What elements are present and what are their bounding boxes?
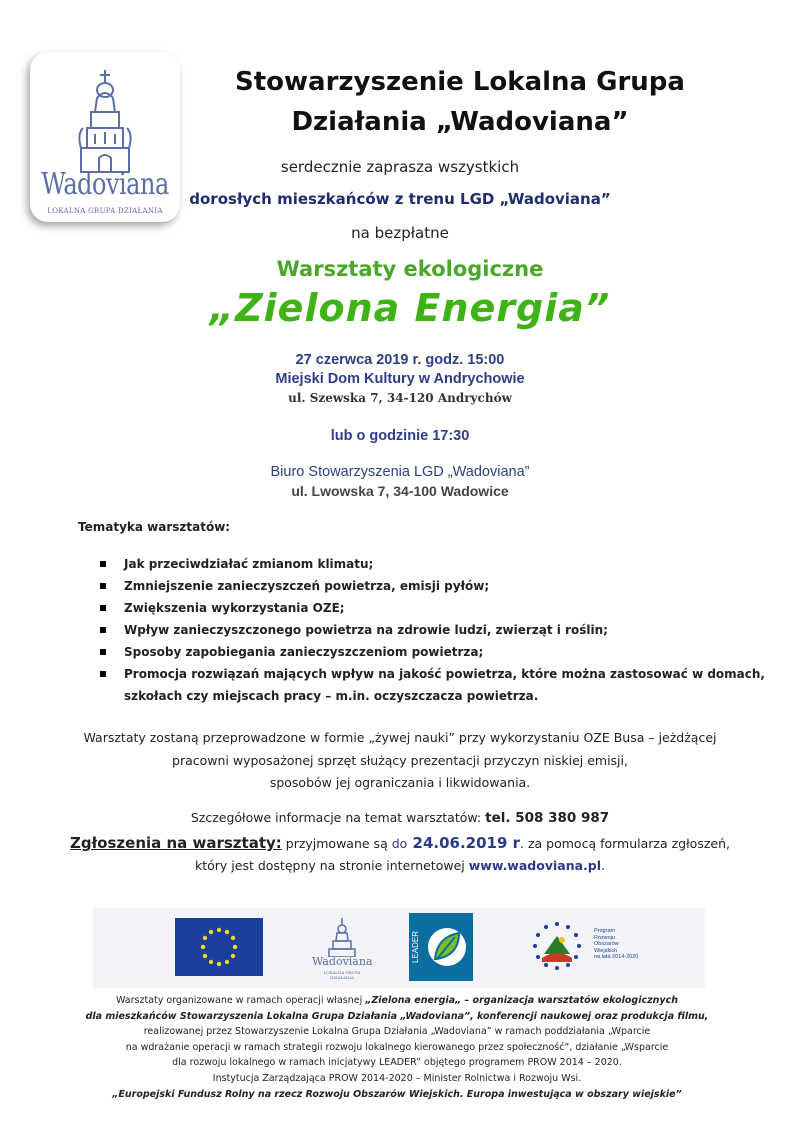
bullet-icon — [100, 671, 106, 677]
topic-text: Sposoby zapobiegania zanieczyszczeniom powietrza; — [124, 645, 484, 659]
event-address-1: ul. Szewska 7, 34-120 Andrychów — [288, 391, 512, 405]
eu-stars-icon — [175, 918, 263, 976]
leader-label: LEADER — [411, 931, 420, 964]
bullet-icon — [100, 627, 106, 633]
topic-text: Zmniejszenie zanieczyszczeń powietrza, emisji pyłów; — [124, 579, 490, 593]
prow-text-line: na lata 2014-2020 — [594, 954, 639, 960]
list-item — [100, 641, 780, 663]
event-datetime: 27 czerwca 2019 r. godz. 15:00 — [295, 352, 505, 368]
footer-line-5: dla rozwoju lokalnego w ramach inicjatywy LEADER” objętego programem PROW 2014 – 2020. — [172, 1057, 622, 1069]
prow-logo — [522, 918, 662, 978]
footer-line-7: „Europejski Fundusz Rolny na rzecz Rozwoju Obszarów Wiejskich. Europa inwestująca w obszary wiejskie” — [112, 1088, 682, 1100]
website-text: który jest dostępny na stronie internetowej — [194, 858, 469, 873]
description-line-2: pracowni wyposażonej sprzęt służący prezentacji przyczyn niskiej emisji, — [172, 752, 628, 768]
workshop-name: „Zielona Energia” — [209, 286, 611, 330]
logo-subtitle: LOKALNA GRUPA DZIAŁANIA — [47, 207, 163, 215]
bullet-icon — [100, 561, 106, 567]
bullet-icon — [100, 605, 106, 611]
invite-line-1: serdecznie zaprasza wszystkich — [280, 158, 520, 176]
logo-wordmark: Wadoviana — [41, 166, 169, 202]
prow-text — [594, 928, 664, 961]
registration-text-2: . za pomocą formularza zgłoszeń, — [520, 836, 730, 851]
tower-small-icon — [312, 917, 372, 957]
description-line-3: sposobów jej ograniczania i likwidowania. — [269, 775, 531, 790]
leader-logo — [409, 913, 473, 981]
topic-text: Wpływ zanieczyszczonego powietrza na zdrowie ludzi, zwierząt i roślin; — [124, 623, 608, 637]
registration-deadline: 24.06.2019 r — [407, 834, 521, 852]
invite-line-2: dorosłych mieszkańców z trenu LGD „Wadoviana” — [189, 190, 611, 208]
page-title — [190, 62, 730, 142]
prow-emblem-icon — [522, 918, 592, 978]
event-address-2: ul. Lwowska 7, 34-100 Wadowice — [291, 483, 509, 499]
event-venue-1: Miejski Dom Kultury w Andrychowie — [275, 371, 525, 387]
organization-logo — [30, 52, 180, 222]
leaf-icon — [423, 921, 471, 973]
contact-info — [60, 810, 740, 826]
topic-text: Zwiększenia wykorzystania OZE; — [124, 601, 345, 615]
wadoviana-small-subtitle: LOKALNA GRUPA DZIAŁANIA — [323, 970, 361, 980]
list-item — [100, 575, 780, 597]
registration-text-1: przyjmowane są — [281, 836, 392, 851]
prow-text-line: Obszarów — [594, 941, 619, 947]
eu-flag-icon — [175, 918, 263, 976]
bullet-icon — [100, 583, 106, 589]
list-item — [100, 619, 780, 641]
topics-list — [100, 553, 780, 707]
list-item — [100, 597, 780, 619]
registration-label: Zgłoszenia na warsztaty — [70, 834, 276, 852]
list-item — [100, 663, 780, 685]
title-line-2: Działania „Wadoviana” — [291, 107, 629, 137]
prow-text-line: Program — [594, 928, 616, 934]
topic-text: Promocja rozwiązań mających wpływ na jakość powietrza, które można zastosować w domach, — [124, 667, 765, 681]
footer-line-6: Instytucja Zarządzająca PROW 2014-2020 – Minister Rolnictwa i Rozwoju Wsi. — [212, 1072, 582, 1084]
footer-text — [50, 993, 744, 1102]
registration-info — [60, 834, 740, 852]
website-link[interactable]: www.wadoviana.pl — [468, 858, 602, 873]
footer-line-1a: Warsztaty organizowane w ramach operacji własnej — [116, 995, 366, 1006]
description-line-1: Warsztaty zostaną przeprowadzone w formie „żywej nauki” przy wykorzystaniu OZE Busa – jeżdżącej — [83, 730, 717, 745]
invite-line-3: na bezpłatne — [351, 224, 449, 242]
event-alt-time: lub o godzinie 17:30 — [330, 428, 470, 444]
phone-number[interactable]: tel. 508 380 987 — [485, 810, 610, 826]
list-item — [100, 553, 780, 575]
workshop-title: Warsztaty ekologiczne — [276, 257, 544, 281]
registration-colon: : — [275, 834, 282, 852]
topics-heading: Tematyka warsztatów: — [78, 520, 231, 534]
wadoviana-small-logo — [312, 917, 372, 979]
registration-do: do — [391, 836, 408, 851]
tower-icon — [75, 68, 135, 173]
footer-operation-name: „Zielona energia„ – organizacja warsztatów ekologicznych — [365, 995, 678, 1006]
prow-text-line: Wiejskich — [594, 947, 618, 954]
footer-line-2: dla mieszkańców Stowarzyszenia Lokalna Grupa Działania „Wadoviana”, konferencji naukowej oraz produkcja filmu, — [85, 1010, 709, 1022]
list-item-continuation — [100, 685, 780, 707]
wadoviana-small-wordmark: Wadoviana — [312, 955, 373, 968]
description-paragraph — [60, 727, 740, 795]
footer-line-1 — [50, 993, 744, 1009]
info-text: Szczegółowe informacje na temat warsztatów: — [190, 810, 482, 825]
topic-text: szkołach czy miejscach pracy – m.in. oczyszczacza powietrza. — [124, 689, 539, 703]
title-line-1: Stowarzyszenie Lokalna Grupa — [235, 67, 685, 97]
footer-line-4: na wdrażanie operacji w ramach strategii rozwoju lokalnego kierowanego przez społeczność”, działanie „Wsparcie — [125, 1041, 669, 1053]
footer-line-3: realizowanej przez Stowarzyszenie Lokalna Grupa Działania „Wadoviana” w ramach poddziałania „Wparcie — [143, 1026, 651, 1038]
prow-text-line: Rozwoju — [594, 934, 616, 941]
topic-text: Jak przeciwdziałać zmianom klimatu; — [124, 557, 374, 571]
website-info — [60, 858, 740, 873]
website-end: . — [601, 858, 605, 873]
bullet-icon — [100, 649, 106, 655]
event-venue-2: Biuro Stowarzyszenia LGD „Wadoviana” — [270, 464, 530, 480]
